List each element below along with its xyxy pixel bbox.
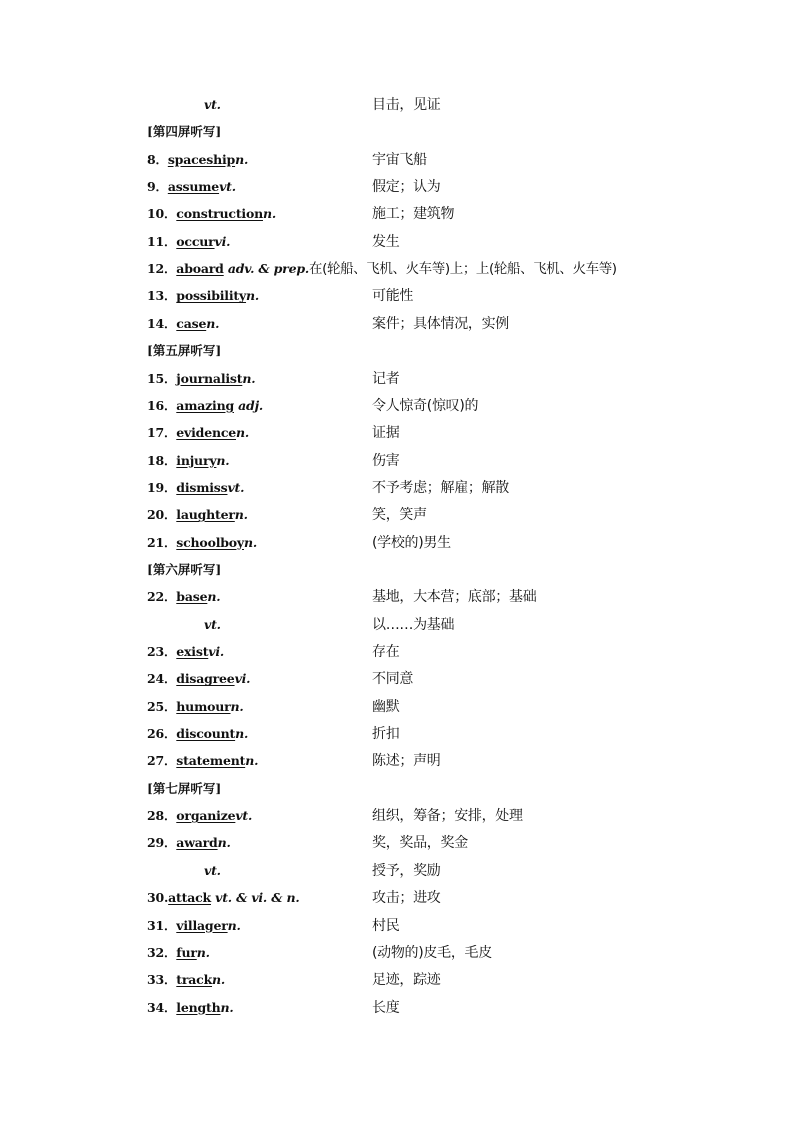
english-term xyxy=(147,396,263,416)
english-term xyxy=(147,232,230,252)
part-of-speech: adj. xyxy=(238,397,264,413)
vocab-word: laughter xyxy=(176,507,235,523)
section-heading-row xyxy=(0,779,794,799)
vocab-word: organize xyxy=(176,808,236,824)
english-term xyxy=(147,259,309,279)
vocab-word: journalist xyxy=(176,370,243,386)
part-of-speech: n. xyxy=(220,999,234,1015)
english-term xyxy=(147,533,257,553)
entry-number: 14． xyxy=(147,315,177,331)
chinese-meaning: 幽默 xyxy=(372,698,400,715)
chinese-meaning: 在(轮船、飞机、火车等)上；上(轮船、飞机、火车等) xyxy=(309,261,617,278)
entry-number: 11． xyxy=(147,233,177,249)
chinese-meaning: (学校的)男生 xyxy=(372,534,451,551)
part-of-speech: vt. xyxy=(204,862,221,878)
chinese-meaning: 以……为基础 xyxy=(372,616,455,633)
chinese-meaning: 村民 xyxy=(372,917,400,934)
vocab-word: dismiss xyxy=(176,479,228,495)
part-of-speech: n. xyxy=(216,452,230,468)
entry-number: 10． xyxy=(147,206,177,222)
part-of-speech: n. xyxy=(207,589,221,605)
part-of-speech: vt. xyxy=(227,479,245,495)
part-of-speech: n. xyxy=(212,972,226,988)
part-of-speech: vt. xyxy=(204,616,221,632)
vocab-word: attack xyxy=(168,890,211,906)
english-term xyxy=(147,751,258,771)
vocab-word: assume xyxy=(167,179,220,195)
english-term xyxy=(147,505,248,525)
section-heading-row xyxy=(0,122,794,142)
entry-number: 24． xyxy=(147,671,177,687)
section-heading: [第五屏听写] xyxy=(147,343,222,359)
chinese-meaning: 不予考虑；解雇；解散 xyxy=(372,479,509,496)
entry-number: 31． xyxy=(147,917,177,933)
english-term xyxy=(147,587,220,607)
chinese-meaning: 伤害 xyxy=(372,452,400,469)
english-term xyxy=(204,615,221,635)
chinese-meaning: 案件；具体情况，实例 xyxy=(372,315,509,332)
english-term xyxy=(147,888,300,908)
vocab-word: villager xyxy=(176,917,228,933)
part-of-speech: n. xyxy=(245,753,259,769)
section-heading-row xyxy=(0,341,794,361)
vocab-word: award xyxy=(176,835,218,851)
part-of-speech: vi. xyxy=(208,644,225,659)
english-term xyxy=(147,286,259,306)
chinese-meaning: 可能性 xyxy=(372,288,414,305)
chinese-meaning: 足迹，踪迹 xyxy=(372,972,441,989)
part-of-speech: n. xyxy=(235,726,249,742)
vocab-word: discount xyxy=(176,726,236,742)
vocab-word: statement xyxy=(176,753,246,769)
chinese-meaning: 施工；建筑物 xyxy=(372,206,455,223)
english-term xyxy=(147,833,231,853)
vocab-entry-row xyxy=(0,587,794,607)
entry-number: 32． xyxy=(147,944,177,960)
english-term xyxy=(147,669,250,689)
entry-number: 13． xyxy=(147,288,177,304)
entry-number: 25． xyxy=(147,698,177,714)
vocab-word: aboard xyxy=(176,261,224,277)
vocab-word: humour xyxy=(176,698,231,714)
part-of-speech: vt. xyxy=(204,97,221,112)
entry-number: 15． xyxy=(147,370,177,386)
chinese-meaning: 授予，奖励 xyxy=(372,862,441,879)
english-term xyxy=(147,451,229,471)
part-of-speech: n. xyxy=(262,206,277,222)
vocab-word: spaceship xyxy=(167,151,236,167)
entry-number: 9． xyxy=(147,179,168,195)
chinese-meaning: 存在 xyxy=(372,644,400,660)
chinese-meaning: 证据 xyxy=(372,425,400,442)
vocab-word: amazing xyxy=(176,397,234,413)
part-of-speech: vi. xyxy=(214,233,231,249)
vocab-entry-row xyxy=(0,259,794,279)
part-of-speech: n. xyxy=(227,917,241,933)
entry-number: 22． xyxy=(147,589,177,605)
vocab-entry-row xyxy=(0,423,794,443)
vocab-word: possibility xyxy=(176,288,247,304)
vocab-word: evidence xyxy=(176,425,237,441)
vocab-entry-row xyxy=(0,478,794,498)
entry-number: 18． xyxy=(147,452,177,468)
english-term xyxy=(147,369,255,389)
english-term xyxy=(147,806,252,826)
entry-number: 17． xyxy=(147,425,177,441)
english-term xyxy=(147,642,224,662)
english-term xyxy=(147,724,248,744)
entry-number: 19． xyxy=(147,479,177,495)
chinese-meaning: 宇宙飞船 xyxy=(372,151,427,168)
english-term xyxy=(204,861,221,881)
part-of-speech: n. xyxy=(246,288,260,304)
entry-number: 34． xyxy=(147,999,177,1015)
vocab-entry-row xyxy=(0,314,794,334)
part-of-speech: n. xyxy=(244,534,258,550)
chinese-meaning: 记者 xyxy=(372,370,400,387)
vocab-entry-row xyxy=(0,533,794,553)
entry-number: 29． xyxy=(147,835,177,851)
chinese-meaning: 发生 xyxy=(372,233,400,250)
vocab-entry-row xyxy=(0,697,794,717)
entry-number: 26． xyxy=(147,726,177,742)
vocab-entry-row xyxy=(0,669,794,689)
vocab-entry-row xyxy=(0,998,794,1018)
section-heading: [第四屏听写] xyxy=(147,124,222,140)
part-of-speech: n. xyxy=(196,944,210,960)
vocab-entry-row xyxy=(0,396,794,416)
vocab-word: disagree xyxy=(176,671,235,687)
english-term xyxy=(147,150,248,170)
vocab-word: length xyxy=(176,999,221,1015)
english-term xyxy=(147,916,241,936)
chinese-meaning: 折扣 xyxy=(372,726,400,743)
vocab-word: injury xyxy=(176,452,217,468)
vocab-entry-row xyxy=(0,369,794,389)
entry-number: 8． xyxy=(147,151,168,167)
english-term xyxy=(147,314,219,334)
english-term xyxy=(147,423,249,443)
vocab-entry-row xyxy=(0,943,794,963)
chinese-meaning: 不同意 xyxy=(372,671,414,688)
english-term xyxy=(147,697,244,717)
part-of-speech: n. xyxy=(242,370,256,386)
vocab-word: occur xyxy=(176,233,215,249)
vocab-word: fur xyxy=(176,944,197,960)
part-of-speech: n. xyxy=(206,315,220,331)
section-heading-row xyxy=(0,560,794,580)
part-of-speech: vi. xyxy=(234,671,251,687)
entry-number: 21． xyxy=(147,534,177,550)
chinese-meaning: 组织，筹备；安排，处理 xyxy=(372,808,523,825)
entry-number: 30. xyxy=(147,890,169,906)
entry-number: 33． xyxy=(147,972,177,988)
english-term xyxy=(147,478,244,498)
english-term xyxy=(147,943,210,963)
english-term xyxy=(147,998,234,1018)
entry-number: 12． xyxy=(147,261,177,277)
chinese-meaning: 基地，大本营；底部；基础 xyxy=(372,589,537,606)
section-heading: [第七屏听写] xyxy=(147,780,222,796)
english-term xyxy=(204,95,221,115)
vocab-entry-row xyxy=(0,505,794,525)
vocab-entry-row xyxy=(0,724,794,744)
chinese-meaning: 令人惊奇(惊叹)的 xyxy=(372,397,479,414)
vocab-entry-row xyxy=(0,232,794,252)
vocab-entry-row xyxy=(0,888,794,908)
vocab-entry-row xyxy=(0,642,794,662)
part-of-speech: vt. & vi. & n. xyxy=(215,890,300,906)
entry-number: 28． xyxy=(147,808,177,824)
entry-number: 27． xyxy=(147,753,177,769)
entry-number: 16． xyxy=(147,397,177,413)
chinese-meaning: (动物的)皮毛，毛皮 xyxy=(372,944,492,961)
section-heading: [第六屏听写] xyxy=(147,561,222,577)
vocab-entry-row xyxy=(0,806,794,826)
vocab-entry-row xyxy=(0,286,794,306)
vocab-entry-row xyxy=(0,970,794,990)
chinese-meaning: 攻击；进攻 xyxy=(372,890,441,907)
chinese-meaning: 陈述；声明 xyxy=(372,753,441,770)
continuation-row xyxy=(0,95,794,115)
vocab-word: base xyxy=(176,589,208,605)
part-of-speech: vt. xyxy=(235,808,253,824)
chinese-meaning: 笑，笑声 xyxy=(372,507,427,524)
part-of-speech: n. xyxy=(217,835,231,851)
continuation-row xyxy=(0,861,794,881)
chinese-meaning: 长度 xyxy=(372,999,400,1016)
vocab-word: case xyxy=(176,315,207,331)
vocab-entry-row xyxy=(0,916,794,936)
continuation-row xyxy=(0,615,794,635)
entry-number: 23． xyxy=(147,644,177,659)
vocab-entry-row xyxy=(0,150,794,170)
vocab-word: exist xyxy=(176,644,209,659)
vocab-entry-row xyxy=(0,177,794,197)
vocab-entry-row xyxy=(0,833,794,853)
chinese-meaning: 奖，奖品，奖金 xyxy=(372,835,468,852)
vocab-entry-row xyxy=(0,751,794,771)
english-term xyxy=(147,970,225,990)
part-of-speech: n. xyxy=(234,507,248,523)
part-of-speech: adv. & prep. xyxy=(227,261,310,277)
part-of-speech: vt. xyxy=(219,179,236,195)
english-term xyxy=(147,177,236,197)
part-of-speech: n. xyxy=(236,425,250,441)
entry-number: 20． xyxy=(147,507,177,523)
vocab-word: schoolboy xyxy=(176,534,244,550)
part-of-speech: n. xyxy=(230,698,244,714)
part-of-speech: n. xyxy=(235,151,249,167)
vocab-word: construction xyxy=(176,206,263,222)
vocab-entry-row xyxy=(0,451,794,471)
vocab-entry-row xyxy=(0,204,794,224)
chinese-meaning: 目击，见证 xyxy=(372,97,441,113)
english-term xyxy=(147,204,276,224)
chinese-meaning: 假定；认为 xyxy=(372,179,441,196)
vocab-word: track xyxy=(176,972,213,988)
